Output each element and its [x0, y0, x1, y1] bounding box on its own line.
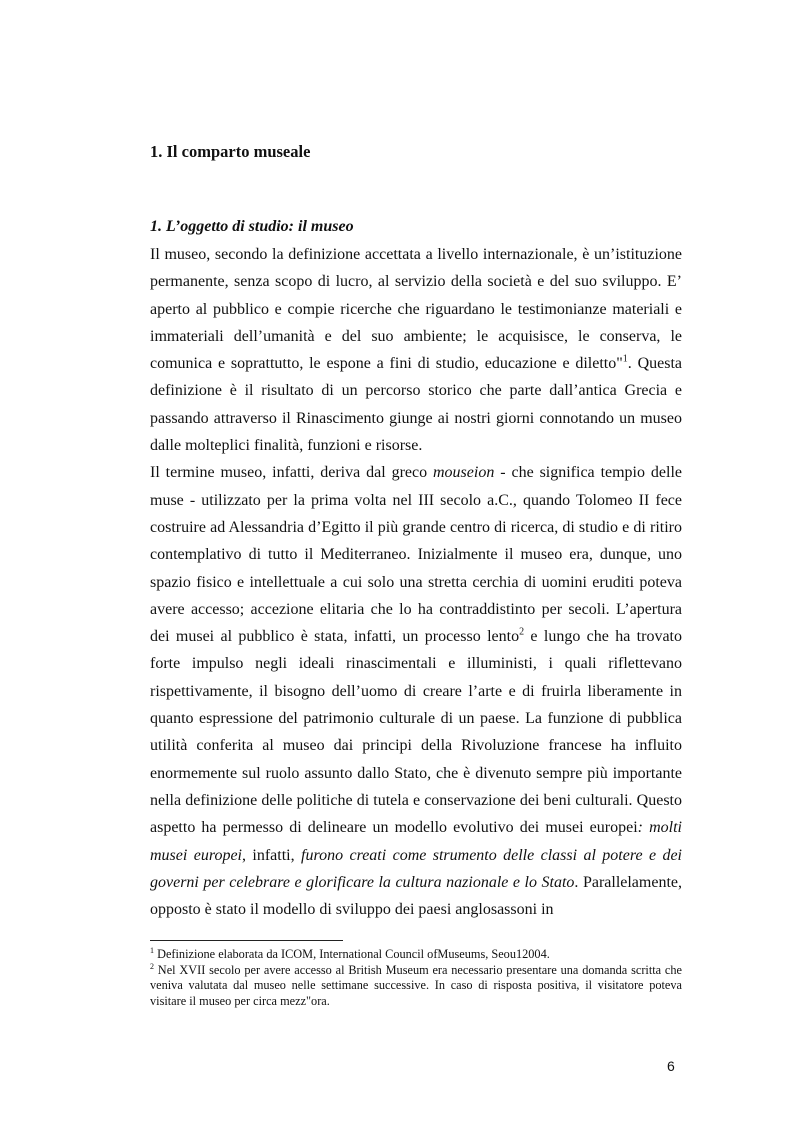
- footnote-ref-1[interactable]: 1: [622, 353, 628, 365]
- footnote-1: $^1$ Definizione elaborata da ICOM, International Council ofMuseums, Seou12004.: [150, 945, 550, 961]
- footnote-ref-2[interactable]: 2: [519, 626, 525, 638]
- chapter-title: 1. Il comparto museale: [150, 142, 311, 161]
- paragraph-2: Il termine museo, infatti, deriva dal greco mouseion - che significa tempio delle muse - utilizzato per la prima volta nel III secolo a.C., quando Tolomeo II fece costruire ad Alessandria d’Egitto il più grande centro di ricerca, di studio e di ritiro contemplativo di tutto il Mediterraneo. Inizialmente il museo era, dunque, uno spazio fisico e intellettuale a cui solo una stretta cerchia di uomini eruditi poteva avere accesso; accezione elitaria che lo ha contraddistinto per secoli. L’apertura dei musei al pubblico è stata, infatti, un processo lento$^2$ e lungo che ha trovato forte impulso negli ideali rinascimentali e illuministi, i quali riflettevano rispettivamente, il bisogno dell’uomo di creare l’arte e di fruirla liberamente in quanto espressione del patrimonio culturale di un paese. La funzione di pubblica utilità conferita al museo dai principi della Rivoluzione francese ha influito enormemente sul ruolo assunto dallo Stato, che è divenuto sempre più importante nella definizione delle politiche di tutela e conservazione dei beni culturali. Questo aspetto ha permesso di delineare un modello evolutivo dei musei europei: molti musei europei, infatti, furono creati come strumento delle classi al potere e dei governi per celebrare e glorificare la cultura nazionale e lo Stato. Parallelamente, opposto è stato il modello di sviluppo dei paesi anglosassoni in: [150, 464, 683, 919]
- section-heading: 1. L’oggetto di studio: il museo: [150, 218, 354, 235]
- body-text: [150, 241, 682, 923]
- paragraph-1: Il museo, secondo la definizione accettata a livello internazionale, è un’istituzione permanente, senza scopo di lucro, al servizio della società e del suo sviluppo. E’ aperto al pubblico e compie ricerche che riguardano le testimonianze materiali e immateriali dell’umanità e del suo ambiente; le acquisisce, le conserva, le comunica e soprattutto, le espone a fini di studio, educazione e diletto"$^1$. Questa definizione è il risultato di un percorso storico che parte dall’antica Grecia e passando attraverso il Rinascimento giunge ai nostri giorni connotando un museo dalle molteplici finalità, funzioni e risorse.: [150, 246, 683, 455]
- footnotes: [150, 947, 682, 1009]
- footnote-2: $^2$ Nel XVII secolo per avere accesso al British Museum era necessario presentare una domanda scritta che veniva valutata dal museo nelle settimane successive. In caso di risposta positiva, il visitatore poteva visitare il museo per circa mezz"ora.: [150, 961, 682, 1008]
- page-number: 6: [667, 1058, 675, 1074]
- footnote-divider: [150, 940, 343, 941]
